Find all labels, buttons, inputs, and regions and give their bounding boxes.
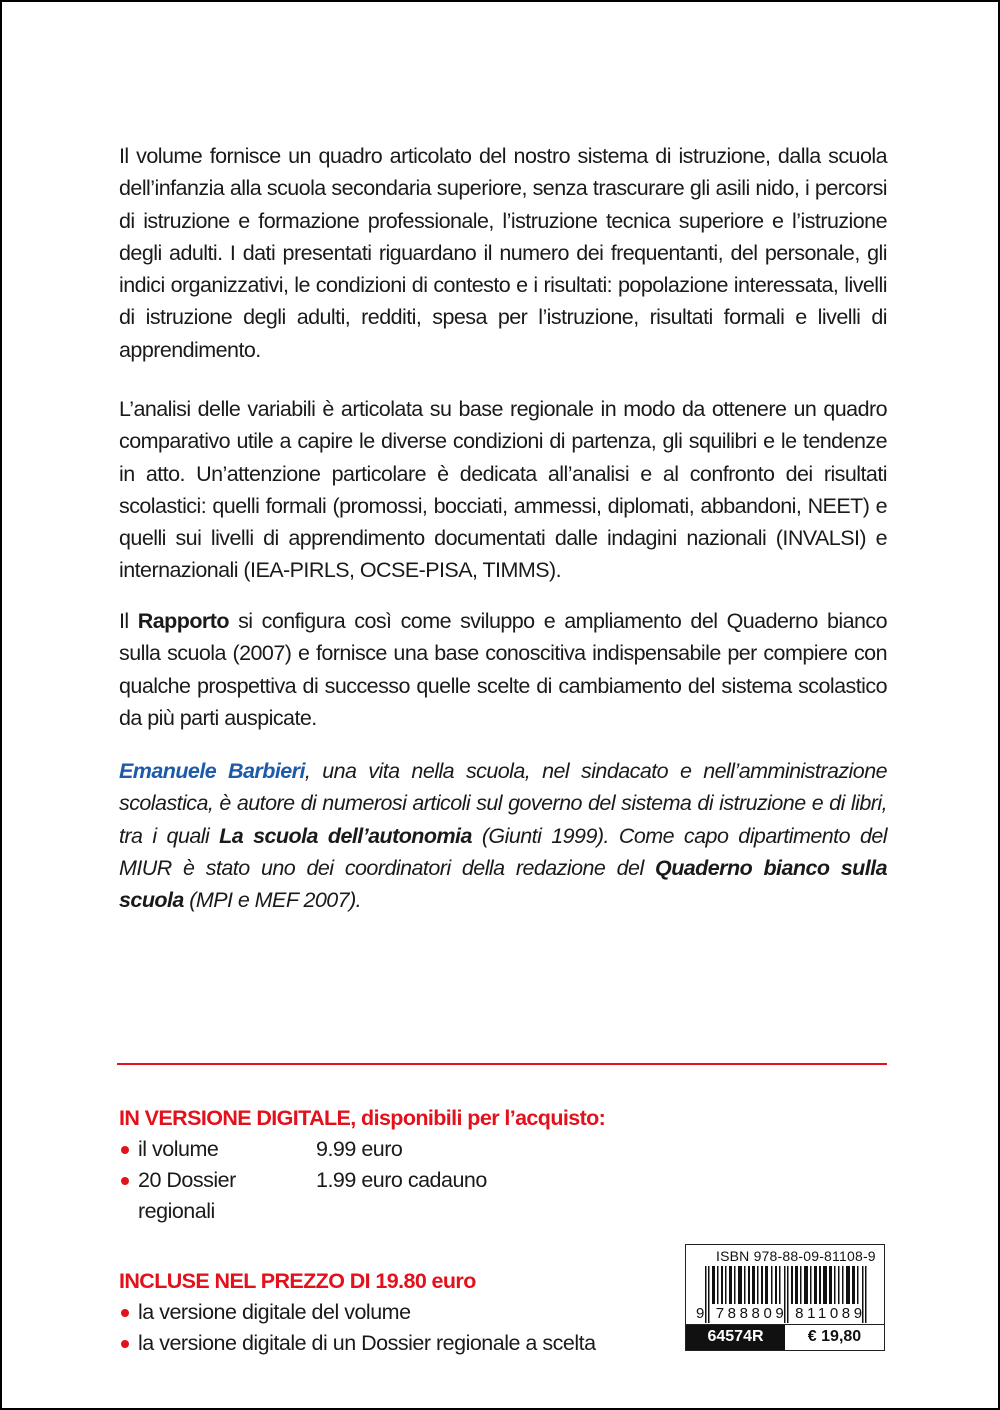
- offer-price: 9.99 euro: [316, 1137, 403, 1161]
- text-span: (Giunti 1999). Come capo dipartimento del MIUR è stato uno dei coordinatori della redazione del: [119, 823, 887, 880]
- text-span: , una vita nella scuola, nel sindacato e nell’amministrazione scolastica, è autore di numerosi articoli sul governo del sistema di istruzione e di libri, tra i quali: [119, 759, 888, 848]
- included-label: la versione digitale del volume: [138, 1300, 411, 1324]
- book-title: Quaderno bianco sulla scuola: [119, 855, 888, 913]
- bullet-icon: [121, 1340, 129, 1348]
- digital-offer: [119, 1102, 605, 1227]
- rapporto-bold: Rapporto: [137, 609, 229, 633]
- author-bio: [119, 755, 887, 916]
- price-row: [686, 1324, 884, 1350]
- paragraph-text: [119, 605, 887, 734]
- offer-label: il volume: [138, 1137, 219, 1161]
- red-divider: [117, 1063, 887, 1065]
- description-paragraph-2: [119, 393, 887, 587]
- description-paragraph-1: [119, 140, 887, 366]
- offer-label: 20 Dossier regionali: [138, 1168, 236, 1223]
- book-title: La scuola dell’autonomia: [219, 823, 472, 848]
- paragraph-text: Il volume fornisce un quadro articolato del nostro sistema di istruzione, dalla scuola dell’infanzia alla scuola secondaria superiore, senza trascurare gli asili nido, i percorsi di istruzione e formazione professionale, l’istruzione tecnica superiore e l’istruzione degli adulti. I dati presentati riguardano il numero dei frequentanti, del personale, gli indici organizzativi, le condizioni di contesto e i risultati: popolazione interessata, livelli di istruzione degli adulti, redditi, spesa per l’istruzione, risultati formali e livelli di apprendimento.: [119, 144, 887, 362]
- offer-item: [119, 1134, 605, 1165]
- barcode-digits: 9 788809 811089: [696, 1305, 866, 1322]
- paragraph-text: [119, 755, 887, 916]
- description-paragraph-3: [119, 605, 887, 734]
- cover-price: € 19,80: [807, 1328, 862, 1345]
- text-span: si configura così come sviluppo e ampliamento del Quaderno bianco sulla scuola (2007) e fornisce una base conoscitiva indispensabile per compiere con qualche prospettiva di successo quelle scelte di cambiamento del sistema scolastico da più parti auspicate.: [119, 609, 887, 730]
- digital-offer-heading: IN VERSIONE DIGITALE, disponibili per l’acquisto:: [119, 1106, 606, 1130]
- text-span: (MPI e MEF 2007).: [183, 888, 362, 913]
- offer-price: 1.99 euro cadauno: [316, 1168, 487, 1192]
- included-item: [119, 1297, 596, 1328]
- text-span: Il: [119, 609, 138, 633]
- included-offer: [119, 1265, 596, 1359]
- isbn-text: ISBN 978-88-09-81108-9: [716, 1248, 876, 1264]
- bullet-icon: [121, 1146, 129, 1154]
- author-name: Emanuele Barbieri: [119, 759, 305, 783]
- included-label: la versione digitale di un Dossier regionale a scelta: [138, 1331, 596, 1355]
- bullet-icon: [121, 1309, 129, 1317]
- product-code: 64574R: [686, 1325, 785, 1350]
- offer-item: [119, 1165, 605, 1227]
- included-item: [119, 1328, 596, 1359]
- paragraph-text: L’analisi delle variabili è articolata su base regionale in modo da ottenere un quadro comparativo utile a capire le diverse condizioni di partenza, gli squilibri e le tendenze in atto. Un’attenzione particolare è dedicata all’analisi e al confronto dei risultati scolastici: quelli formali (promossi, bocciati, ammessi, diplomati, abbandoni, NEET) e quelli sui livelli di apprendimento documentati dalle indagini nazionali (INVALSI) e internazionali (IEA-PIRLS, OCSE-PISA, TIMMS).: [119, 397, 887, 583]
- isbn-barcode-label: [685, 1244, 885, 1351]
- included-heading: INCLUSE NEL PREZZO DI 19.80 euro: [119, 1269, 476, 1293]
- bullet-icon: [121, 1177, 129, 1185]
